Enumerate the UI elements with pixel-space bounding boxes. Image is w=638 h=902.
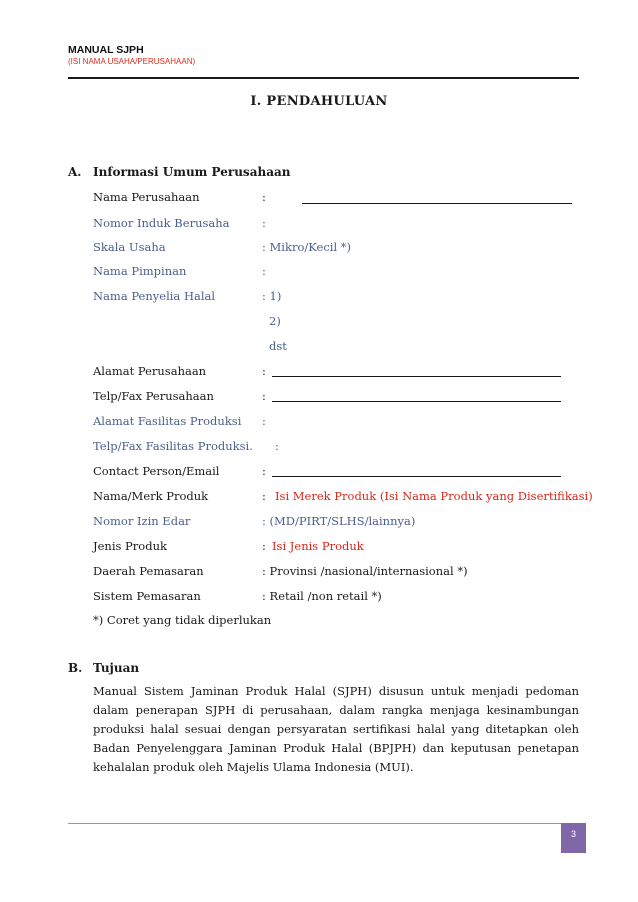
label-jenis-produk: Jenis Produk [93,539,167,553]
value-daerah-pemasaran: : Provinsi /nasional/internasional *) [262,564,468,578]
label-daerah-pemasaran: Daerah Pemasaran [93,564,204,578]
label-telp-fax-perusahaan: Telp/Fax Perusahaan [93,389,214,403]
label-nomor-induk-berusaha: Nomor Induk Berusaha [93,216,230,230]
label-sistem-pemasaran: Sistem Pemasaran [93,589,201,603]
value-nama-merk-produk: Isi Merek Produk (Isi Nama Produk yang Disertifikasi) [275,489,593,503]
value-penyelia-2: 2) [269,314,281,328]
fill-line-nama-perusahaan[interactable] [302,203,572,204]
label-nama-penyelia-halal: Nama Penyelia Halal [93,289,216,303]
value-penyelia-dst: dst [269,339,287,353]
value-nama-merk-colon: : [262,489,266,503]
value-telp-fax-fasilitas: : [275,439,279,453]
section-b-title: Tujuan [93,661,140,675]
value-alamat-perusahaan: : [262,364,266,378]
section-b-heading [68,661,139,675]
label-skala-usaha: Skala Usaha [93,240,166,254]
header-divider [68,77,579,79]
label-telp-fax-fasilitas: Telp/Fax Fasilitas Produksi. [93,439,253,453]
label-alamat-fasilitas-produksi: Alamat Fasilitas Produksi [93,414,242,428]
section-a-title: Informasi Umum Perusahaan [93,165,291,179]
section-b-number: B. [68,661,83,675]
label-alamat-perusahaan: Alamat Perusahaan [93,364,207,378]
value-sistem-pemasaran: : Retail /non retail *) [262,589,382,603]
label-nama-perusahaan: Nama Perusahaan [93,190,200,204]
section-b-paragraph: Manual Sistem Jaminan Produk Halal (SJPH) disusun untuk menjadi pedoman dalam penerapan SJPH di perusahaan, dalam rangka menjaga kesinambungan produksi halal sesuai dengan persyaratan sertifikasi halal yang ditetapkan oleh Badan Penyelenggara Jaminan Produk Halal (BPJPH) dan keputusan penetapan kehalalan produk oleh Majelis Ulama Indonesia (MUI). [93,684,579,774]
section-a-number: A. [68,165,82,179]
value-jenis-produk: Isi Jenis Produk [272,539,364,553]
label-nama-pimpinan: Nama Pimpinan [93,264,187,278]
value-telp-fax-perusahaan: : [262,389,266,403]
value-nomor-izin-edar: : (MD/PIRT/SLHS/lainnya) [262,514,416,528]
fill-line-telp-fax-perusahaan[interactable] [272,401,561,402]
value-nama-perusahaan: : [262,190,266,204]
section-title: I. PENDAHULUAN [250,94,388,109]
fill-line-contact-person[interactable] [272,476,561,477]
label-contact-person: Contact Person/Email [93,464,220,478]
label-nomor-izin-edar: Nomor Izin Edar [93,514,191,528]
value-alamat-fasilitas-produksi: : [262,414,266,428]
header-title: MANUAL SJPH [68,44,144,56]
value-contact-person: : [262,464,266,478]
value-penyelia-1: : 1) [262,289,282,303]
fill-line-alamat-perusahaan[interactable] [272,376,561,377]
section-a-heading [68,165,290,179]
page-number-badge: 3 [561,823,586,853]
header-subtitle: (ISI NAMA USAHA/PERUSAHAAN) [68,57,196,66]
value-jenis-produk-colon: : [262,539,266,553]
label-nama-merk-produk: Nama/Merk Produk [93,489,209,503]
value-skala-usaha: : Mikro/Kecil *) [262,240,352,254]
value-nama-pimpinan: : [262,264,266,278]
footnote-coret: *) Coret yang tidak diperlukan [93,613,272,627]
footer-divider [68,823,586,824]
value-nomor-induk-berusaha: : [262,216,266,230]
